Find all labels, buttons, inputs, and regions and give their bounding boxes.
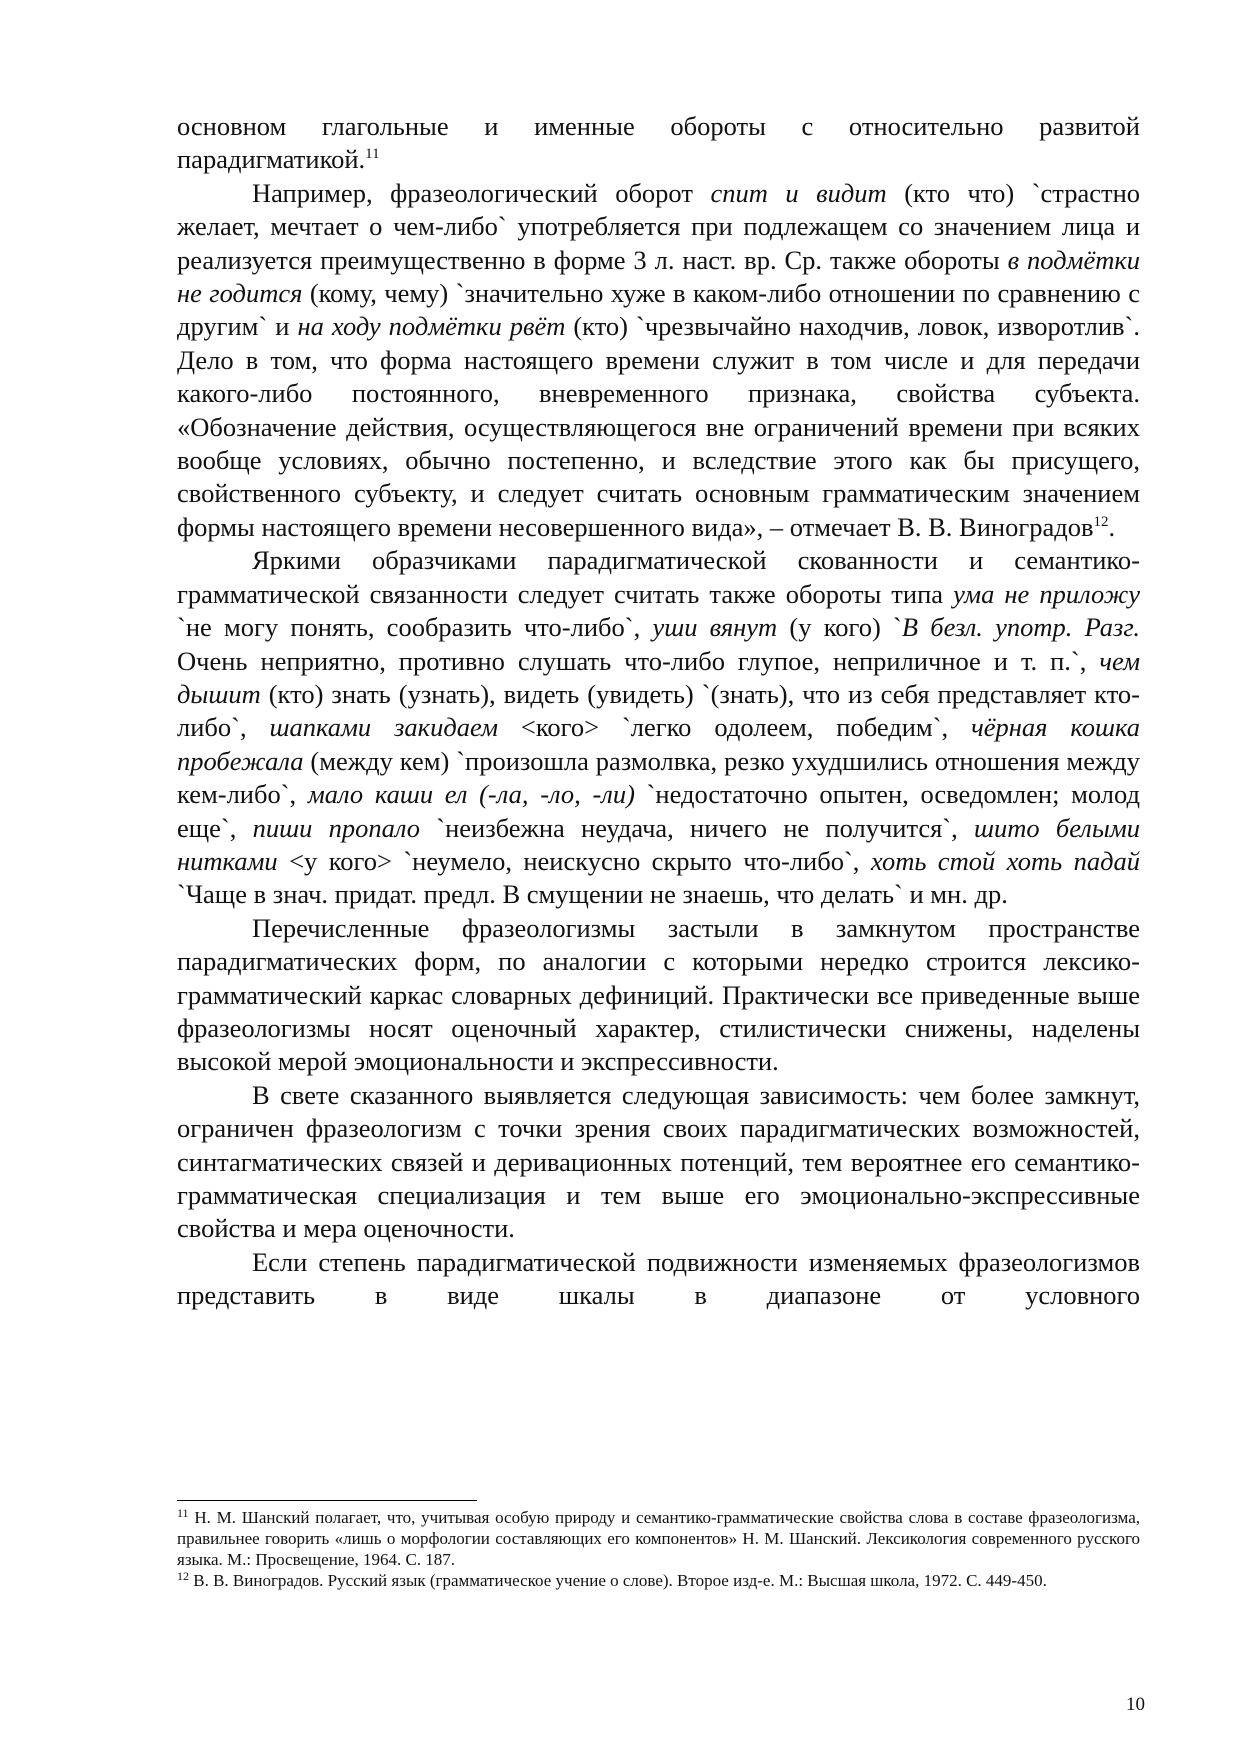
footnote-ref-11[interactable]: 11 bbox=[365, 146, 380, 163]
page-number: 10 bbox=[1126, 1694, 1145, 1715]
paragraph-6: Если степень парадигматической подвижности изменяемых фразеологизмов представить в виде шкалы в диапазоне от условного bbox=[177, 1246, 1140, 1311]
idiom: ума не приложу bbox=[953, 578, 1140, 609]
footnote-separator bbox=[177, 1500, 477, 1501]
text: Например, фразеологический оборот bbox=[252, 177, 711, 208]
text: (кто что) `страстно желает, мечтает о чем-либо` употребляется при подлежащем со значением лица и реализуется преимущественно в форме 3 л. наст. вр. Ср. также обороты bbox=[177, 177, 1140, 275]
idiom: на ходу подмётки рвёт bbox=[297, 311, 566, 342]
paragraph-5: В свете сказанного выявляется следующая зависимость: чем более замкнут, ограничен фразеологизм с точки зрения своих парадигматических возможностей, синтагматических связей и деривационных потенций, тем вероятнее его семантико-грамматическая специализация и тем выше его эмоционально-экспрессивные свойства и мера оценочности. bbox=[177, 1079, 1140, 1244]
footnote-text: Н. М. Шанский полагает, что, учитывая особую природу и семантико-грамматические свойства слова в составе фразеологизма, правильнее говорить «лишь о морфологии составляющих его компонентов» Н. М. Шанский. Лексикология современного русского языка. М.: Просвещение, 1964. С. 187. bbox=[177, 1508, 1140, 1569]
text: Яркими образчиками парадигматической скованности и семантико-грамматической связанности следует считать также обороты типа bbox=[177, 545, 1140, 609]
idiom: спит и видит bbox=[710, 177, 887, 208]
idiom: уши вянут bbox=[652, 612, 778, 643]
text: Очень неприятно, противно слушать что-либо глупое, неприличное и т. п.`, bbox=[177, 645, 1100, 676]
footnote-12 bbox=[177, 1570, 1140, 1591]
paragraph-3 bbox=[177, 544, 1140, 911]
paragraph-2 bbox=[177, 177, 1140, 544]
text: `не могу понять, сообразить что-либо`, bbox=[177, 612, 653, 643]
footnote-11 bbox=[177, 1507, 1140, 1570]
idiom: пиши пропало bbox=[252, 812, 420, 843]
text: `неизбежна неудача, ничего не получится`, bbox=[420, 812, 974, 843]
paragraph-4: Перечисленные фразеологизмы застыли в замкнутом пространстве парадигматических форм, по аналогии с которыми нередко строится лексико-грамматический каркас словарных дефиниций. Практически все приведенные выше фразеологизмы носят оценочный характер, стилистически снижены, наделены высокой мерой эмоциональности и экспрессивности. bbox=[177, 912, 1140, 1077]
text: (между кем) `произошла размолвка, резко ухудшились отношения между кем-либо`, bbox=[177, 745, 1140, 810]
idiom: мало каши ел (-ла, -ло, -ли) bbox=[307, 779, 635, 810]
footnote-ref-12[interactable]: 12 bbox=[1093, 513, 1109, 530]
text: (кто) знать (узнать), видеть (увидеть) `(знать), что из себя представляет кто-либо`, bbox=[177, 678, 1140, 743]
idiom: хоть стой хоть падай bbox=[870, 845, 1140, 876]
footnotes bbox=[177, 1500, 1140, 1591]
paragraph-1 bbox=[177, 110, 1140, 177]
text: `Чаще в знач. придат. предл. В смущении не знаешь, что делать` и мн. др. bbox=[177, 879, 1008, 910]
text: (кому, чему) `значительно хуже в каком-либо отношении по сравнению с другим` и bbox=[177, 278, 1140, 342]
text: <у кого> `неумело, неискусно скрыто что-либо`, bbox=[277, 845, 871, 876]
text: . bbox=[1108, 511, 1116, 542]
footnote-number: 12 bbox=[177, 1569, 189, 1583]
idiom: чёрная кошка пробежала bbox=[177, 712, 1140, 776]
idiom: шапками закидаем bbox=[269, 712, 498, 743]
footnote-text: В. В. Виноградов. Русский язык (грамматическое учение о слове). Второе изд-е. М.: Высшая школа, 1972. С. 449-450. bbox=[189, 1571, 1047, 1590]
idiom: шито белыми нитками bbox=[177, 812, 1140, 876]
idiom: в подмётки не годится bbox=[177, 244, 1140, 309]
idiom: чем дышит bbox=[177, 645, 1140, 709]
usage-note: В безл. употр. Разг. bbox=[901, 612, 1140, 643]
text: основном глагольные и именные обороты с относительно развитой парадигматикой. bbox=[177, 111, 1140, 175]
text: <кого> `легко одолеем, победим`, bbox=[498, 712, 972, 743]
footnote-number: 11 bbox=[177, 1506, 189, 1520]
text: (у кого) ` bbox=[777, 612, 902, 643]
document-body bbox=[177, 110, 1140, 1313]
text: (кто) `чрезвычайно находчив, ловок, изворотлив`. Дело в том, что форма настоящего времени служит в том числе и для передачи какого-либо постоянного, вневременного признака, свойства субъекта. «Обозначение действия, осуществляющегося вне ограничений времени при всяких вообще условиях, обычно постепенно, и вследствие этого как бы присущего, свойственного субъекту, и следует считать основным грамматическим значением формы настоящего времени несовершенного вида», – отмечает В. В. Виноградов bbox=[177, 311, 1140, 542]
text: `недостаточно опытен, осведомлен; молод еще`, bbox=[177, 779, 1140, 843]
